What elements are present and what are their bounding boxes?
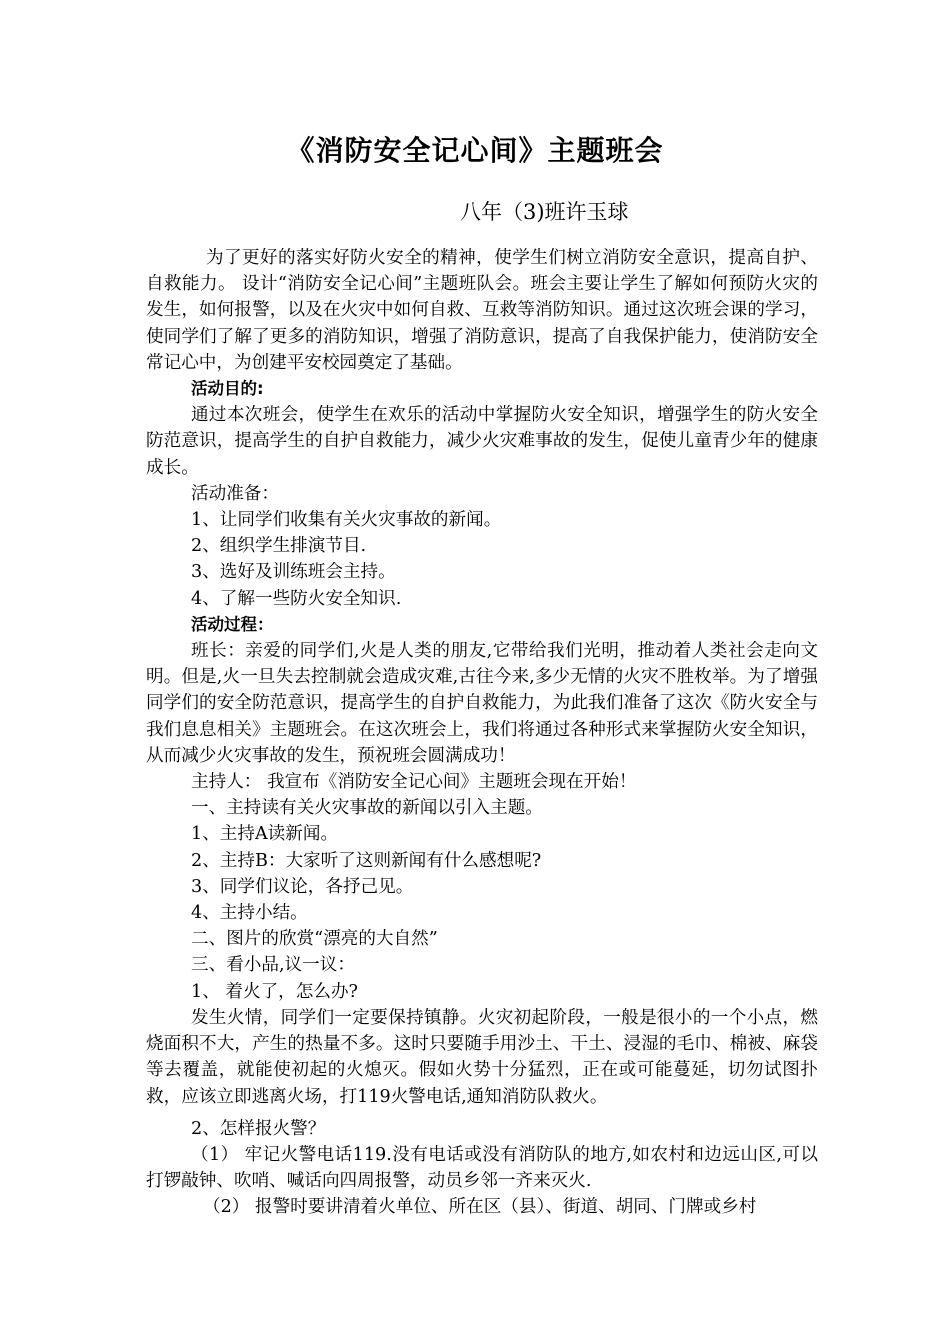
document-title: 《消防安全记心间》主题班会 xyxy=(286,134,664,167)
prep-item: 2、组织学生排演节目. xyxy=(191,536,367,557)
step-heading: 二、图片的欣赏“漂亮的大自然” xyxy=(191,929,438,950)
step-heading: 三、看小品,议一议： xyxy=(191,955,355,976)
document-body xyxy=(146,245,818,1221)
answer-paragraph: （1） 牢记火警电话119.没有电话或没有消防队的地方,如农村和边远山区,可以打锣敲钟、吹哨、喊话向四周报警，动员乡邻一齐来灭火. xyxy=(146,1144,818,1192)
goal-heading: 活动目的: xyxy=(191,379,264,399)
answer-paragraph: 发生火情，同学们一定要保持镇静。火灾初起阶段，一般是很小的一个小点，燃烧面积不大，产生的热量不多。这时只要随手用沙土、干土、浸湿的毛巾、棉被、麻袋等去覆盖，就能使初起的火熄灭。假如火势十分猛烈，正在或可能蔓延，切勿试图扑救，应该立即逃离火场，打119火警电话,通知消防队救火。 xyxy=(146,1007,818,1107)
prep-item: 3、选好及训练班会主持。 xyxy=(191,562,396,583)
step-item: 2、主持B：大家听了这则新闻有什么感想呢? xyxy=(191,850,542,871)
answer-paragraph: （2） 报警时要讲清着火单位、所在区（县）、街道、胡同、门牌或乡村 xyxy=(203,1197,757,1218)
prep-item: 4、了解一些防火安全知识. xyxy=(191,588,402,609)
goal-paragraph: 通过本次班会，使学生在欢乐的活动中掌握防火安全知识，增强学生的防火安全防范意识，提高学生的自护自救能力，减少火灾难事故的发生，促使儿童青少年的健康成长。 xyxy=(146,405,818,478)
step-item: 1、主持A读新闻。 xyxy=(191,824,339,845)
host-opening: 主持人： 我宣布《消防安全记心间》主题班会现在开始！ xyxy=(191,772,637,793)
monitor-paragraph: 班长：亲爱的同学们,火是人类的朋友,它带给我们光明，推动着人类社会走向文明。但是,火一旦失去控制就会造成灾难,古往今来,多少无情的火灾不胜枚举。为了增强同学们的安全防范意识，提高学生的自护自救能力，为此我们准备了这次《防火安全与我们息息相关》主题班会。在这次班会上，我们将通过各种形式来掌握防火安全知识，从而减少火灾事故的发生，预祝班会圆满成功！ xyxy=(146,641,818,766)
process-heading: 活动过程： xyxy=(191,614,274,634)
author-line: 八年（3)班许玉球 xyxy=(460,200,629,224)
step-item: 3、同学们议论，各抒己见。 xyxy=(191,876,414,897)
prep-heading: 活动准备： xyxy=(191,483,279,504)
intro-paragraph: 为了更好的落实好防火安全的精神，使学生们树立消防安全意识，提高自护、自救能力。 设计“消防安全记心间”主题班队会。班会主要让学生了解如何预防火灾的发生，如何报警，以及在火灾中如何自救、互救等消防知识。通过这次班会课的学习，使同学们了解了更多的消防知识，增强了消防意识，提高了自我保护能力，使消防安全常记心中，为创建平安校园奠定了基础。 xyxy=(146,248,818,373)
question-item: 1、 着火了，怎么办? xyxy=(191,981,358,1002)
prep-item: 1、让同学们收集有关火灾事故的新闻。 xyxy=(191,510,502,531)
step-item: 4、主持小结。 xyxy=(191,903,308,924)
question-item: 2、怎样报火警？ xyxy=(191,1118,326,1139)
step-heading: 一、主持读有关火灾事故的新闻以引入主题。 xyxy=(191,798,543,819)
